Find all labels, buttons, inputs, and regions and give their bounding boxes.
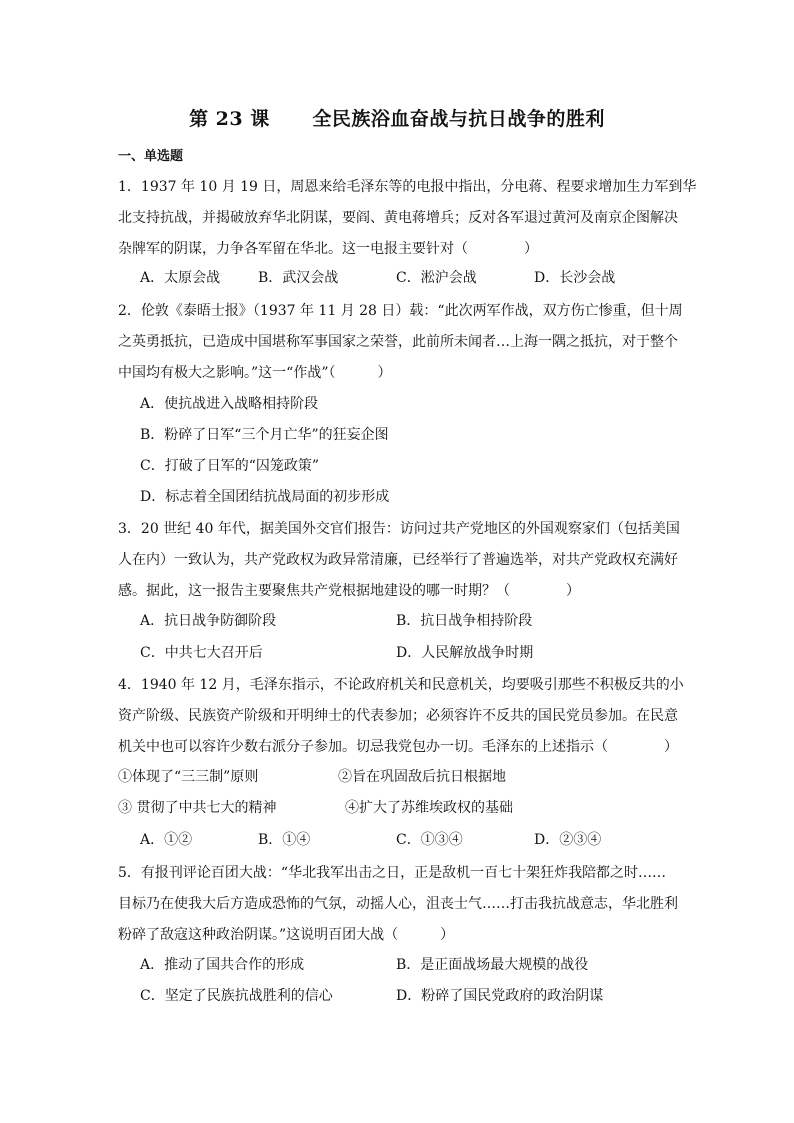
lesson-title: 第 23 课 全民族浴血奋战与抗日战争的胜利 [189, 108, 605, 130]
q5-option-b[interactable]: B．是正面战场最大规模的战役 [396, 957, 589, 973]
q1-option-d[interactable]: D．长沙会战 [534, 270, 616, 286]
q4-statement-1: ①体现了“三三制”原则 [118, 769, 259, 785]
question-5-line-2: 目标乃在使我大后方造成恐怖的气氛，动摇人心，沮丧士气……打击我抗战意志，华北胜利 [118, 896, 678, 912]
question-4 [118, 670, 684, 763]
q2-option-b[interactable]: B．粉碎了日军“三个月亡华”的狂妄企图 [140, 427, 389, 443]
q4-option-c[interactable]: C．①③④ [396, 832, 463, 848]
q4-statement-2: ②旨在巩固敌后抗日根据地 [338, 769, 506, 785]
question-1-line-2: 北支持抗战，并揭破放弃华北阴谋，要阎、黄电蒋增兵；反对各军退过黄河及南京企图解决 [118, 210, 678, 226]
question-2-line-3: 中国均有极大之影响。”这一“作战”（ ） [118, 365, 392, 381]
question-3-line-2: 人在内）一致认为，共产党政权为政异常清廉，已经举行了普遍选举，对共产党政权充满好 [118, 552, 678, 568]
q4-statement-4: ④扩大了苏维埃政权的基础 [345, 800, 513, 816]
question-3-line-3: 感。据此，这一报告主要聚焦共产党根据地建设的哪一时期？（ ） [118, 583, 580, 599]
section-heading: 一、单选题 [118, 149, 184, 164]
question-5-line-1: 5．有报刊评论百团大战：“华北我军出击之日，正是敌机一百七十架狂炸我陪都之时…… [118, 865, 667, 881]
question-1-line-1: 1．1937 年 10 月 19 日，周恩来给毛泽东等的电报中指出，分电蒋、程要求增加生力军到华 [118, 179, 697, 195]
q2-option-d[interactable]: D．标志着全国团结抗战局面的初步形成 [140, 489, 390, 505]
question-4-line-1: 4．1940 年 12 月，毛泽东指示，不论政府机关和民意机关，均要吸引那些不积极反共的小 [118, 677, 684, 693]
question-2 [118, 296, 683, 389]
q4-option-b[interactable]: B．①④ [258, 832, 311, 848]
q4-option-a[interactable]: A．①② [140, 832, 193, 848]
q5-option-d[interactable]: D．粉碎了国民党政府的政治阴谋 [396, 988, 604, 1004]
question-1-line-3: 杂牌军的阴谋，力争各军留在华北。这一电报主要针对（ ） [118, 241, 538, 257]
question-4-line-2: 资产阶级、民族资产阶级和开明绅士的代表参加；必须容许不反共的国民党员参加。在民意 [118, 708, 678, 724]
q3-option-c[interactable]: C．中共七大召开后 [140, 645, 263, 661]
q1-option-c[interactable]: C．淞沪会战 [396, 270, 477, 286]
q4-option-d[interactable]: D．②③④ [534, 832, 602, 848]
question-2-line-2: 之英勇抵抗，已造成中国堪称军事国家之荣誉，此前所未闻者…上海一隅之抵抗，对于整个 [118, 334, 678, 350]
q4-statement-3: ③ 贯彻了中共七大的精神 [118, 800, 277, 816]
question-3-line-1: 3．20 世纪 40 年代，据美国外交官们报告：访问过共产党地区的外国观察家们（包括美国 [118, 521, 680, 537]
q3-option-a[interactable]: A．抗日战争防御阶段 [140, 613, 277, 629]
q3-option-d[interactable]: D．人民解放战争时期 [396, 645, 534, 661]
q1-option-a[interactable]: A．太原会战 [140, 270, 221, 286]
q2-option-c[interactable]: C．打破了日军的“囚笼政策” [140, 458, 320, 474]
question-3 [118, 514, 678, 607]
q2-option-a[interactable]: A．使抗战进入战略相持阶段 [140, 396, 319, 412]
q1-option-b[interactable]: B．武汉会战 [258, 270, 339, 286]
q5-option-a[interactable]: A．推动了国共合作的形成 [140, 957, 305, 973]
question-1 [118, 172, 697, 265]
question-5 [118, 858, 678, 951]
question-2-line-1: 2．伦敦《泰晤士报》（1937 年 11 月 28 日）载：“此次两军作战，双方伤亡惨重，但十周 [118, 303, 683, 319]
question-4-line-3: 机关中也可以容许少数右派分子参加。切忌我党包办一切。毛泽东的上述指示（ ） [118, 739, 678, 755]
q5-option-c[interactable]: C．坚定了民族抗战胜利的信心 [140, 988, 333, 1004]
q3-option-b[interactable]: B．抗日战争相持阶段 [396, 613, 533, 629]
question-5-line-3: 粉碎了敌寇这种政治阴谋。”这说明百团大战（ ） [118, 927, 455, 943]
